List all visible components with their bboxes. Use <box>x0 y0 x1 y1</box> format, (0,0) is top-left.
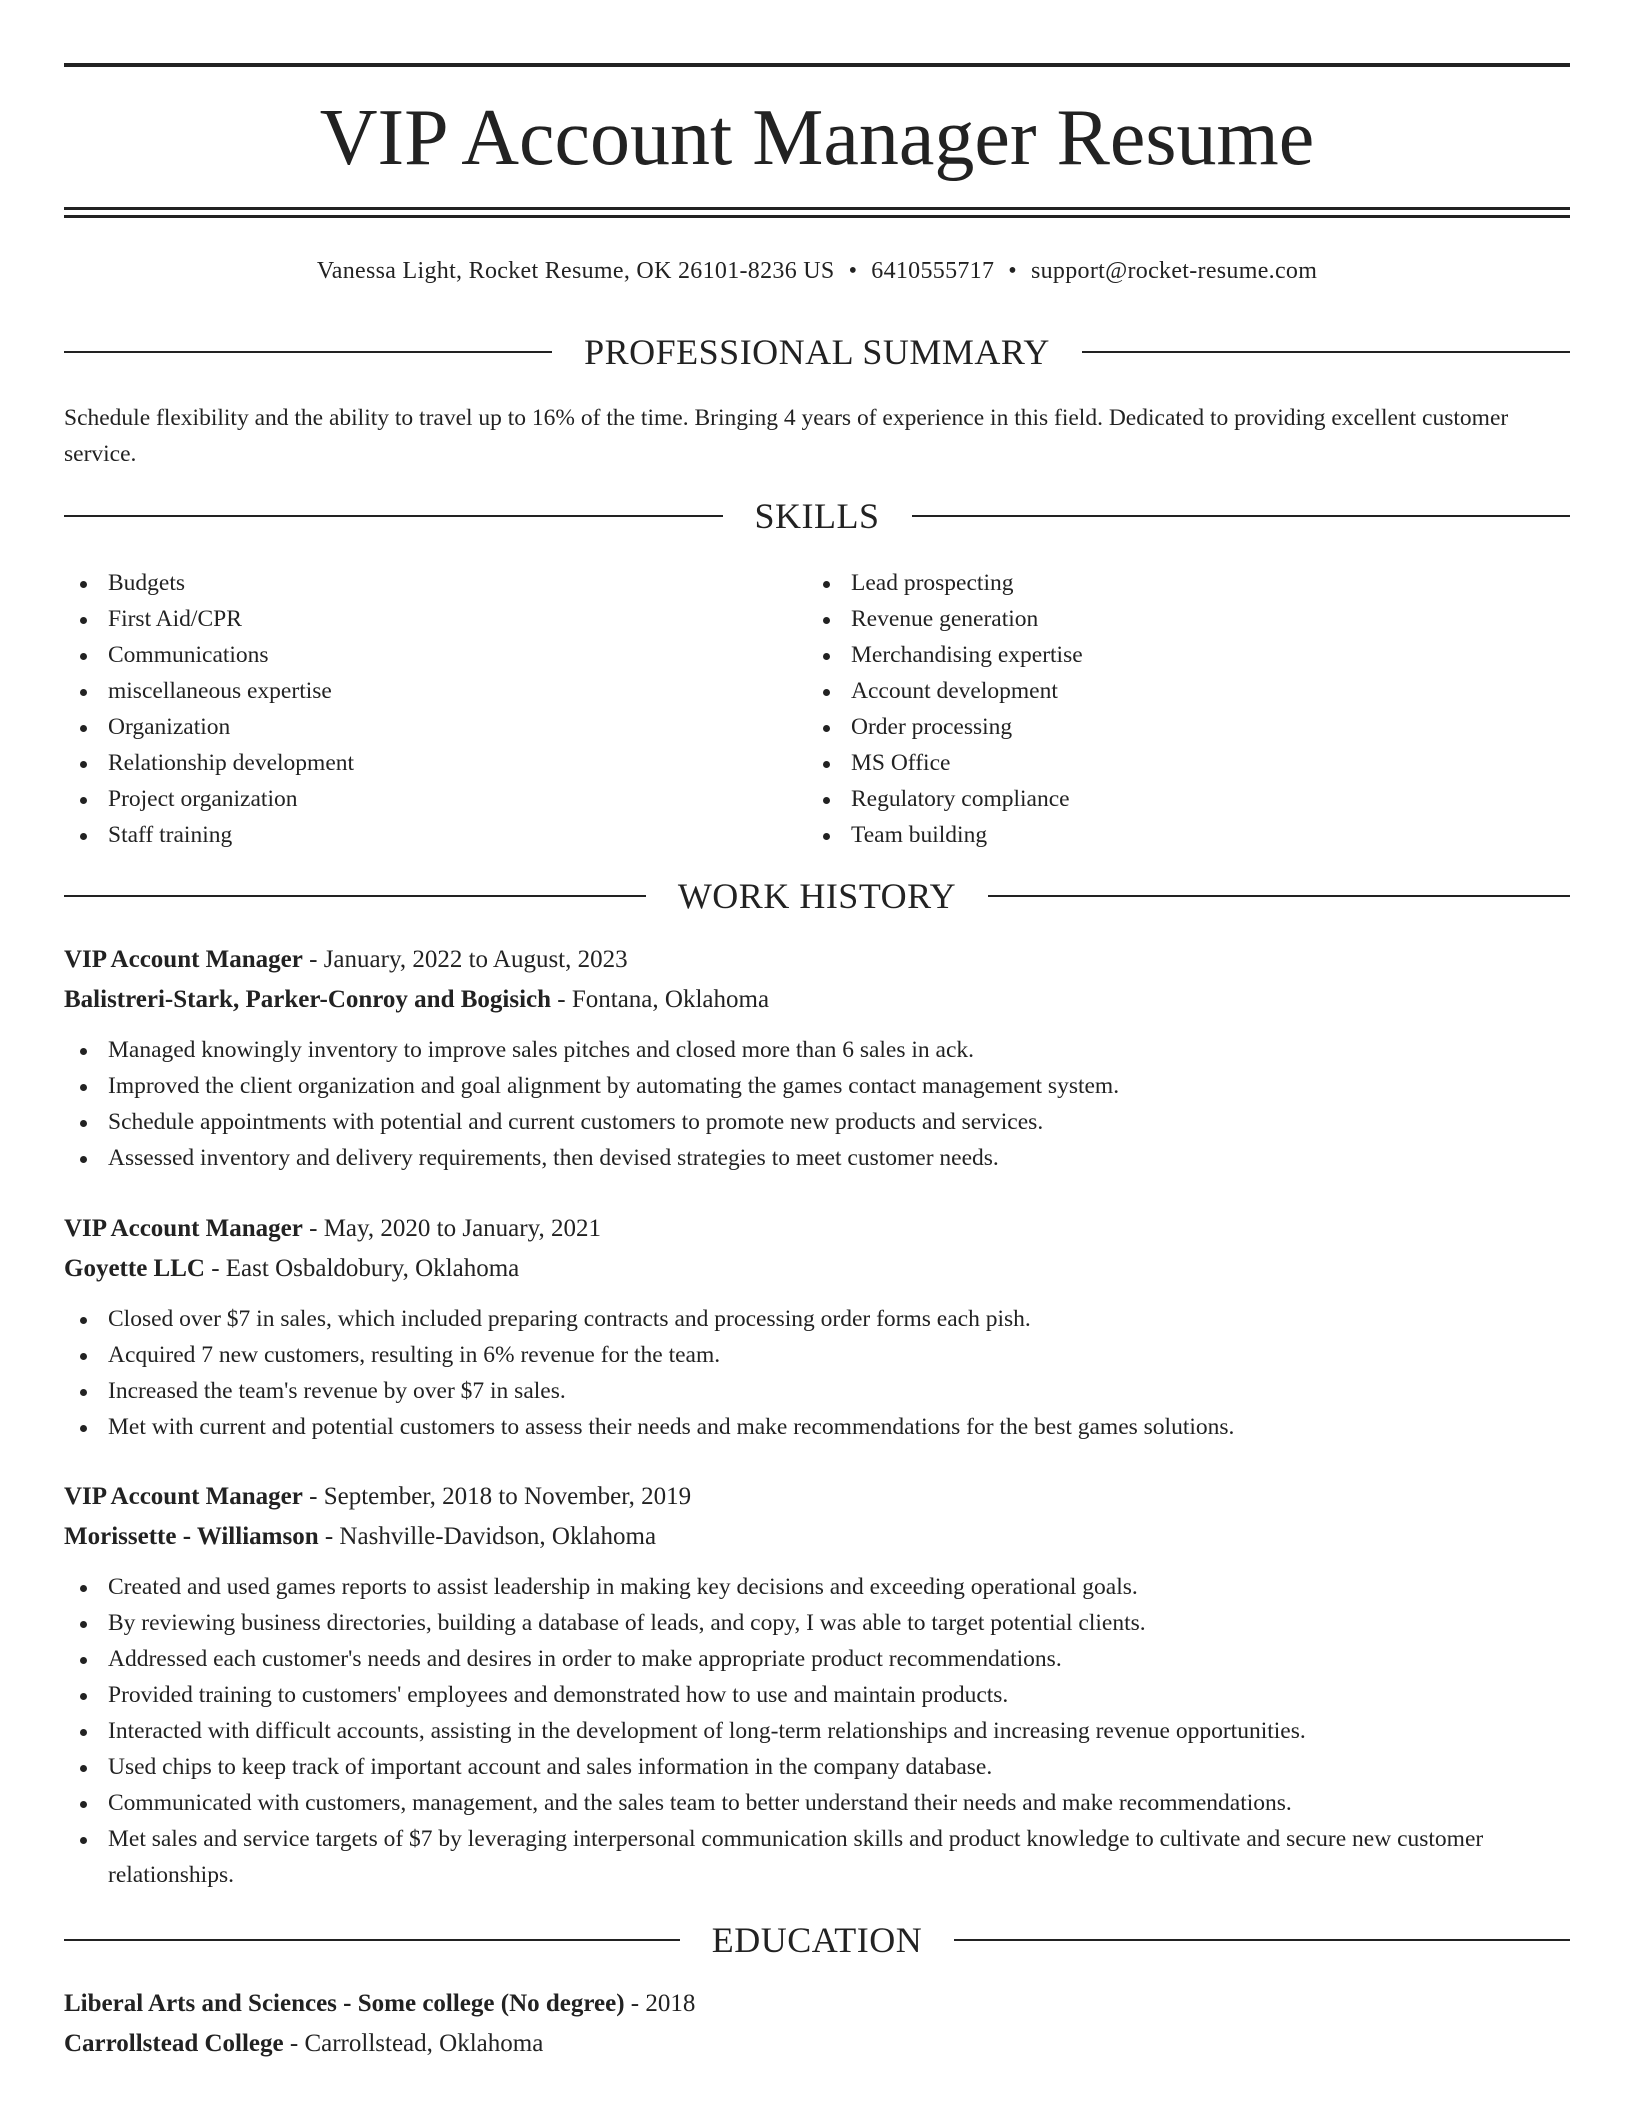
top-rule <box>64 63 1570 67</box>
section-rule <box>64 515 723 517</box>
skill-item: Relationship development <box>64 745 807 781</box>
section-title: EDUCATION <box>711 1920 923 1960</box>
contact-phone: 6410555717 <box>871 258 995 284</box>
skills-column-right <box>807 565 1550 853</box>
skills-list <box>64 565 1570 853</box>
section-rule <box>988 895 1570 897</box>
job-entry <box>64 1209 1570 1445</box>
job-bullet: Communicated with customers, management, and the sales team to better understand their needs and make recommendations. <box>64 1785 1570 1821</box>
section-rule <box>64 351 552 353</box>
skill-item: Organization <box>64 709 807 745</box>
job-dates: - September, 2018 to November, 2019 <box>302 1483 692 1510</box>
section-header-skills <box>64 494 1570 538</box>
job-entry <box>64 1477 1570 1893</box>
contact-separator: • <box>1008 258 1017 284</box>
job-company: Morissette - Williamson <box>64 1523 319 1550</box>
job-bullet: Met sales and service targets of $7 by leveraging interpersonal communication skills and product knowledge to cultivate and secure new customer relationships. <box>64 1821 1570 1893</box>
job-company-line <box>64 1517 1570 1557</box>
section-title: WORK HISTORY <box>677 876 957 916</box>
job-dates: - May, 2020 to January, 2021 <box>302 1215 601 1242</box>
skill-item: Revenue generation <box>807 601 1550 637</box>
skill-item: MS Office <box>807 745 1550 781</box>
job-location: - Nashville-Davidson, Oklahoma <box>318 1523 657 1550</box>
education-degree: Liberal Arts and Sciences - Some college (No degree) <box>64 1990 625 2017</box>
section-rule <box>912 515 1571 517</box>
skill-item: Account development <box>807 673 1550 709</box>
job-title-line <box>64 1477 1570 1517</box>
skill-item: Budgets <box>64 565 807 601</box>
education-school-line <box>64 2024 1570 2064</box>
skill-item: Communications <box>64 637 807 673</box>
job-bullet: Managed knowingly inventory to improve sales pitches and closed more than 6 sales in ack. <box>64 1032 1570 1068</box>
job-location: - East Osbaldobury, Oklahoma <box>204 1255 520 1282</box>
education-location: - Carrollstead, Oklahoma <box>283 2030 544 2057</box>
job-dates: - January, 2022 to August, 2023 <box>302 946 628 973</box>
skill-item: First Aid/CPR <box>64 601 807 637</box>
job-company-line <box>64 980 1570 1020</box>
section-title: PROFESSIONAL SUMMARY <box>584 332 1050 372</box>
section-header-work <box>64 874 1570 918</box>
section-title: SKILLS <box>754 496 880 536</box>
section-rule <box>954 1939 1570 1941</box>
section-header-summary <box>64 330 1570 374</box>
job-bullet: By reviewing business directories, building a database of leads, and copy, I was able to target potential clients. <box>64 1605 1570 1641</box>
job-title: VIP Account Manager <box>64 1215 303 1242</box>
skill-item: Staff training <box>64 817 807 853</box>
job-bullet: Closed over $7 in sales, which included preparing contracts and processing order forms each pish. <box>64 1301 1570 1337</box>
job-title-line <box>64 1209 1570 1249</box>
section-rule <box>1082 351 1570 353</box>
job-bullet: Addressed each customer's needs and desires in order to make appropriate product recommendations. <box>64 1641 1570 1677</box>
section-rule <box>64 895 646 897</box>
job-company: Balistreri-Stark, Parker-Conroy and Bogisich <box>64 986 552 1013</box>
skill-item: miscellaneous expertise <box>64 673 807 709</box>
job-bullet: Increased the team's revenue by over $7 in sales. <box>64 1373 1570 1409</box>
contact-line <box>64 254 1570 288</box>
job-bullets <box>64 1569 1570 1893</box>
skill-item: Regulatory compliance <box>807 781 1550 817</box>
job-bullet: Acquired 7 new customers, resulting in 6% revenue for the team. <box>64 1337 1570 1373</box>
contact-email: support@rocket-resume.com <box>1030 258 1318 284</box>
education-year: - 2018 <box>624 1990 696 2017</box>
job-bullet: Assessed inventory and delivery requirements, then devised strategies to meet customer needs. <box>64 1140 1570 1176</box>
education-school: Carrollstead College <box>64 2030 284 2057</box>
section-rule <box>64 1939 680 1941</box>
job-company-line <box>64 1249 1570 1289</box>
skill-item: Order processing <box>807 709 1550 745</box>
skills-column-left <box>64 565 807 853</box>
summary-text: Schedule flexibility and the ability to travel up to 16% of the time. Bringing 4 years of experience in this field. Dedicated to providing excellent customer service. <box>64 405 1509 467</box>
job-title: VIP Account Manager <box>64 946 303 973</box>
skill-item: Merchandising expertise <box>807 637 1550 673</box>
job-title-line <box>64 940 1570 980</box>
job-location: - Fontana, Oklahoma <box>551 986 770 1013</box>
job-bullet: Improved the client organization and goal alignment by automating the games contact management system. <box>64 1068 1570 1104</box>
contact-address: Vanessa Light, Rocket Resume, OK 26101-8236 US <box>316 258 835 284</box>
job-bullet: Provided training to customers' employees and demonstrated how to use and maintain products. <box>64 1677 1570 1713</box>
skill-item: Team building <box>807 817 1550 853</box>
title-double-rule <box>64 207 1570 218</box>
education-degree-line <box>64 1984 1570 2024</box>
job-bullets <box>64 1301 1570 1445</box>
skill-item: Lead prospecting <box>807 565 1550 601</box>
job-bullet: Interacted with difficult accounts, assisting in the development of long-term relationships and increasing revenue opportunities. <box>64 1713 1570 1749</box>
job-bullets <box>64 1032 1570 1176</box>
job-bullet: Used chips to keep track of important account and sales information in the company database. <box>64 1749 1570 1785</box>
resume-title: VIP Account Manager Resume <box>319 94 1315 182</box>
education-entry <box>64 1984 1570 2064</box>
job-bullet: Schedule appointments with potential and current customers to promote new products and services. <box>64 1104 1570 1140</box>
job-title: VIP Account Manager <box>64 1483 303 1510</box>
job-entry <box>64 940 1570 1176</box>
job-company: Goyette LLC <box>64 1255 205 1282</box>
skill-item: Project organization <box>64 781 807 817</box>
section-header-education <box>64 1918 1570 1962</box>
job-bullet: Created and used games reports to assist leadership in making key decisions and exceeding operational goals. <box>64 1569 1570 1605</box>
job-bullet: Met with current and potential customers to assess their needs and make recommendations for the best games solutions. <box>64 1409 1570 1445</box>
contact-separator: • <box>848 258 858 284</box>
